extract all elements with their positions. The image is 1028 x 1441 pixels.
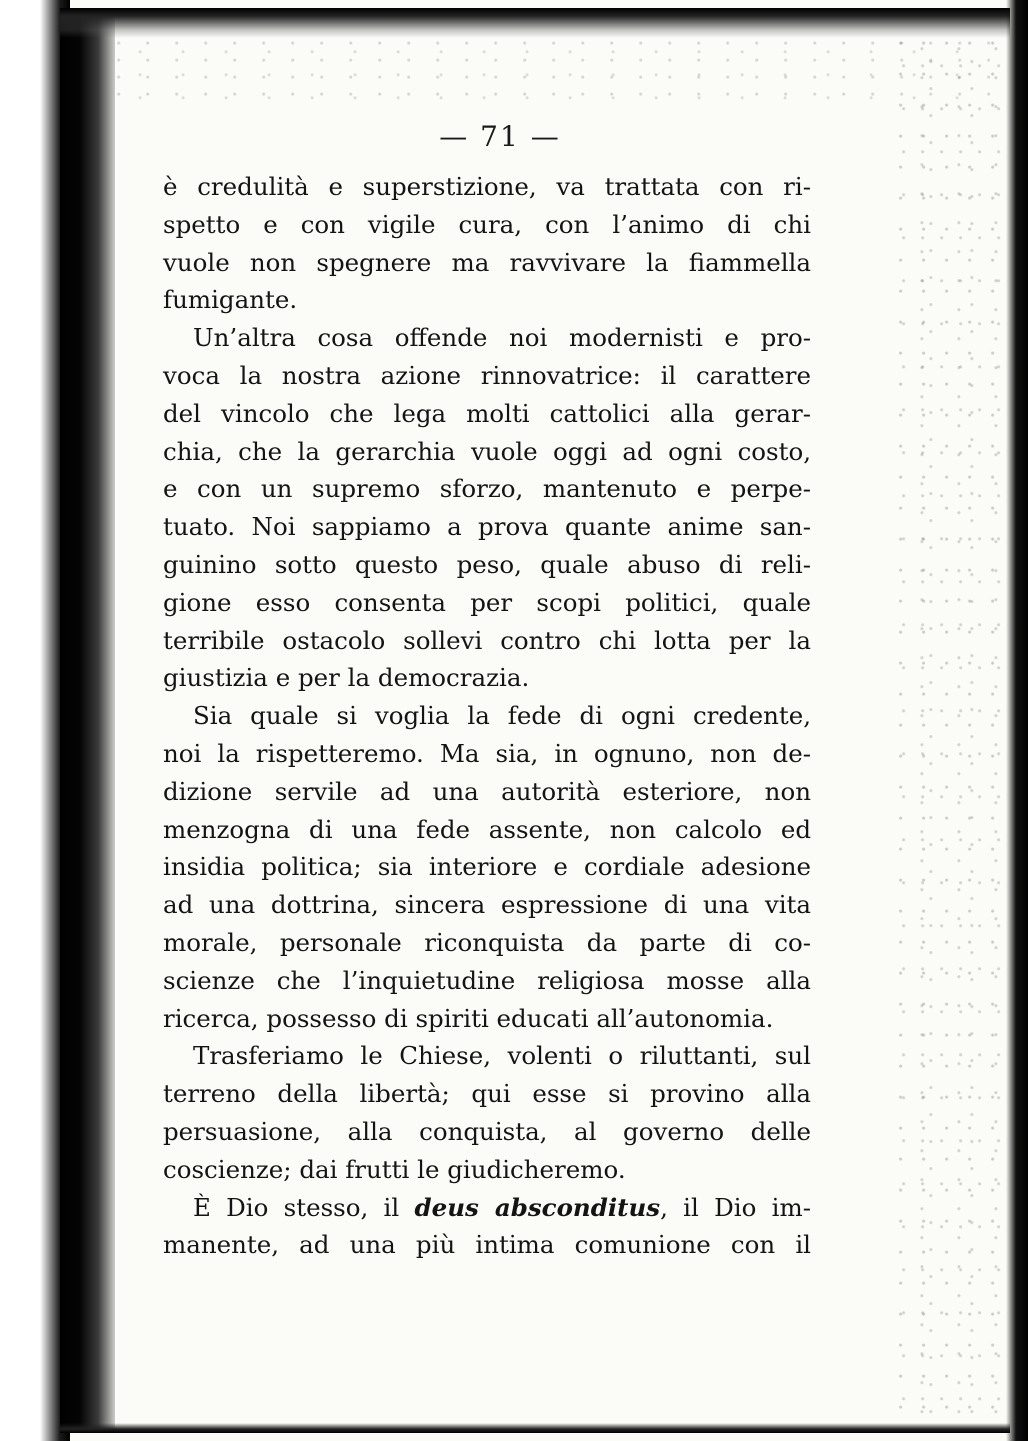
- text-line: [163, 1189, 811, 1227]
- text-line: menzogna di una fede assente, non calcolo ed: [163, 814, 811, 844]
- text-line: insidia politica; sia interiore e cordiale adesione: [163, 852, 811, 882]
- text-segment: , il Dio im-: [660, 1192, 811, 1222]
- paragraph-5: [163, 1189, 811, 1265]
- paragraph-4: [163, 1037, 811, 1188]
- text-segment: È Dio stesso, il: [193, 1192, 415, 1222]
- text-line: chia, che la gerarchia vuole oggi ad ogni costo,: [163, 436, 811, 466]
- text-line: terribile ostacolo sollevi contro chi lotta per la: [163, 625, 811, 655]
- paragraph-2: [163, 319, 811, 697]
- text-line: voca la nostra azione rinnovatrice: il carattere: [163, 360, 811, 390]
- text-line: Un’altra cosa offende noi modernisti e pro-: [193, 323, 811, 353]
- text-line: gione esso consenta per scopi politici, quale: [163, 587, 811, 617]
- text-line: ricerca, possesso di spiriti educati all’autonomia.: [163, 1003, 774, 1033]
- text-line: morale, personale riconquista da parte di co-: [163, 927, 811, 957]
- scan-binding-shadow: [60, 10, 115, 1430]
- body-text: [163, 168, 811, 1264]
- paragraph-3: [163, 697, 811, 1037]
- text-line: del vincolo che lega molti cattolici alla gerar-: [163, 398, 811, 428]
- text-line: Trasferiamo le Chiese, volenti o riluttanti, sul: [193, 1041, 811, 1071]
- text-line: coscienze; dai frutti le giudicheremo.: [163, 1154, 626, 1184]
- scan-noise-right: [896, 40, 1006, 1420]
- scan-shadow-bottom: [60, 1423, 1010, 1433]
- scan-shadow-right: [1006, 0, 1028, 1441]
- text-line: e con un supremo sforzo, mantenuto e perpe-: [163, 474, 811, 504]
- text-line: fumigante.: [163, 285, 298, 315]
- text-line: scienze che l’inquietudine religiosa mosse alla: [163, 965, 811, 995]
- text-line: dizione servile ad una autorità esteriore, non: [163, 776, 811, 806]
- text-line: ad una dottrina, sincera espressione di una vita: [163, 890, 811, 920]
- text-line: spetto e con vigile cura, con l’animo di chi: [163, 209, 811, 239]
- text-line: noi la rispetteremo. Ma sia, in ognuno, non de-: [163, 738, 811, 768]
- text-line: guinino sotto questo peso, quale abuso di reli-: [163, 549, 811, 579]
- page-number: — 71 —: [439, 120, 561, 153]
- italic-term: deus absconditus: [414, 1192, 661, 1222]
- text-line: manente, ad una più intima comunione con il: [163, 1230, 811, 1260]
- text-line: terreno della libertà; qui esse si provino alla: [163, 1079, 811, 1109]
- text-line: giustizia e per la democrazia.: [163, 663, 530, 693]
- text-line: vuole non spegnere ma ravvivare la fiammella: [163, 247, 811, 277]
- text-line: Sia quale si voglia la fede di ogni credente,: [193, 701, 811, 731]
- text-line: persuasione, alla conquista, al governo delle: [163, 1116, 811, 1146]
- scan-noise-top: [110, 38, 990, 108]
- scan-shadow-top: [60, 8, 1010, 38]
- paragraph-1: [163, 168, 811, 319]
- text-line: tuato. Noi sappiamo a prova quante anime san-: [163, 512, 811, 542]
- text-line: è credulità e superstizione, va trattata con ri-: [163, 172, 811, 201]
